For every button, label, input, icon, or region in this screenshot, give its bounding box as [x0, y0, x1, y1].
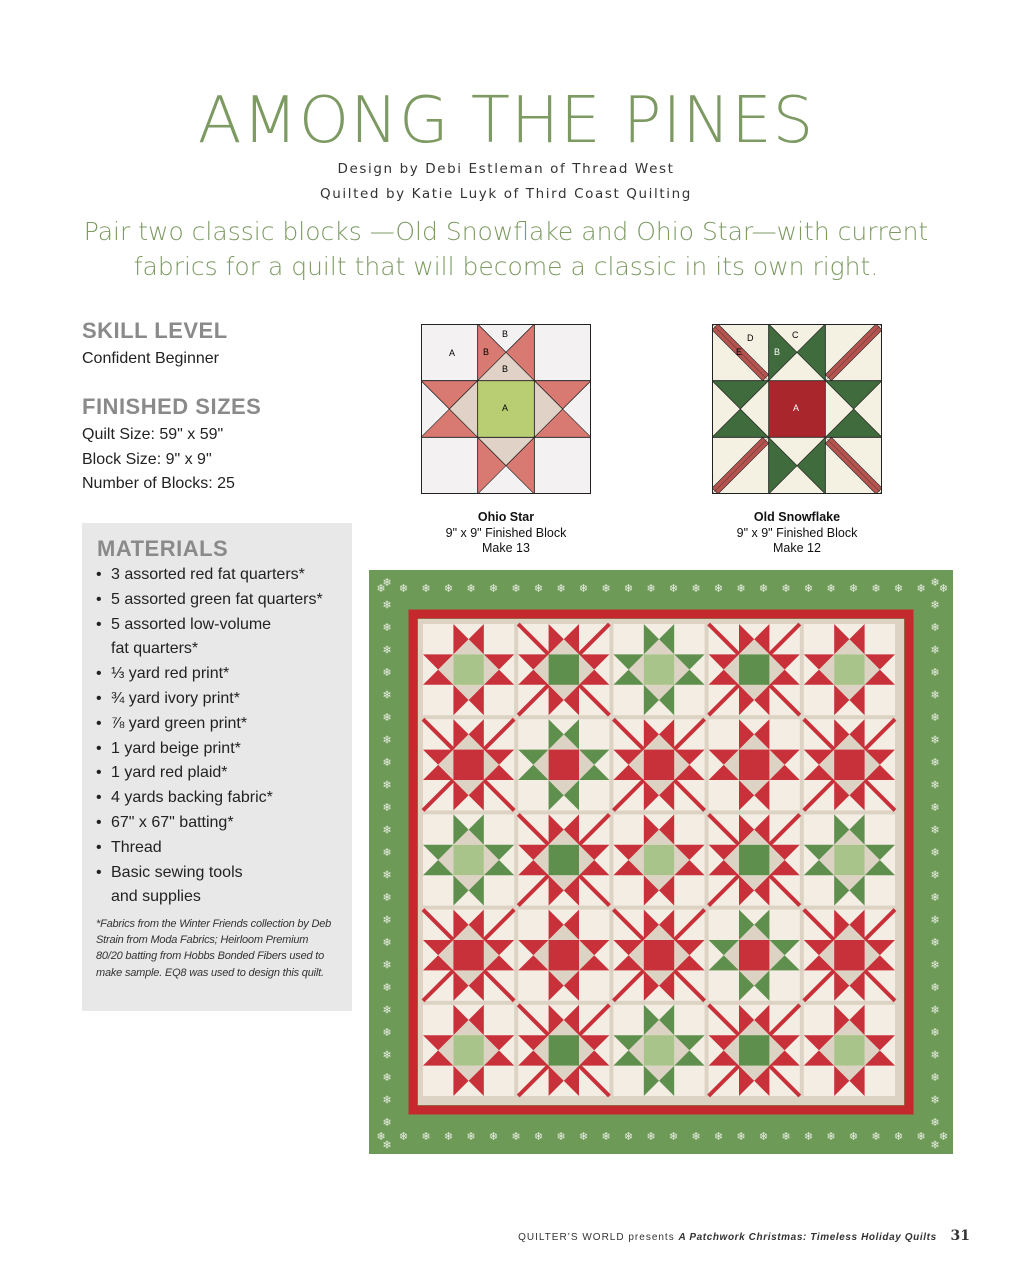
border-snowflake-icon: ❄	[578, 1130, 589, 1143]
border-snowflake-icon: ❄	[382, 801, 392, 814]
border-snowflake-icon: ❄	[713, 1130, 724, 1143]
border-snowflake-icon: ❄	[893, 1130, 904, 1143]
bullet-icon: •	[96, 789, 102, 807]
ohio-star-diagram	[421, 324, 591, 494]
border-snowflake-icon: ❄	[916, 582, 926, 595]
border-snowflake-icon: ❄	[646, 1130, 656, 1143]
border-snowflake-icon: ❄	[382, 1071, 392, 1084]
border-snowflake-icon: ❄	[421, 1130, 431, 1143]
border-snowflake-icon: ❄	[930, 576, 940, 589]
materials-item: • 1 yard red plaid*	[96, 761, 346, 786]
ohio-star-caption	[421, 510, 591, 557]
quilt-center-square	[549, 940, 579, 970]
border-snowflake-icon: ❄	[382, 868, 392, 882]
border-snowflake-icon: ❄	[488, 1130, 499, 1143]
bullet-icon: •	[96, 566, 102, 583]
border-snowflake-icon: ❄	[758, 582, 769, 595]
border-snowflake-icon: ❄	[826, 1130, 836, 1143]
bullet-icon: •	[96, 764, 102, 782]
border-snowflake-icon: ❄	[930, 891, 940, 904]
border-snowflake-icon: ❄	[668, 582, 679, 595]
ohio-label-b-top: B	[502, 329, 509, 339]
border-snowflake-icon: ❄	[421, 582, 431, 595]
quilt-ohio-star-block	[613, 814, 704, 905]
quilt-old-snowflake-block	[518, 814, 609, 905]
border-snowflake-icon: ❄	[488, 582, 499, 595]
border-snowflake-icon: ❄	[466, 582, 476, 595]
border-snowflake-icon: ❄	[930, 778, 940, 792]
border-snowflake-icon: ❄	[382, 913, 392, 927]
quilt-center-square	[453, 845, 483, 875]
border-snowflake-icon: ❄	[601, 1130, 611, 1143]
border-snowflake-icon: ❄	[736, 582, 746, 595]
border-snowflake-icon: ❄	[930, 1003, 940, 1017]
ohio-label-b-left: B	[483, 347, 490, 357]
materials-item: • Basic sewing tools and supplies	[96, 861, 346, 911]
border-snowflake-icon: ❄	[781, 582, 791, 595]
border-snowflake-icon: ❄	[930, 913, 940, 927]
border-snowflake-icon: ❄	[930, 1071, 940, 1084]
border-snowflake-icon: ❄	[781, 1130, 791, 1143]
materials-item: • 4 yards backing fabric*	[96, 786, 346, 811]
quilt-ohio-star-block	[613, 624, 704, 715]
skill-level-value: Confident Beginner	[82, 350, 219, 367]
border-snowflake-icon: ❄	[443, 582, 454, 595]
quilt-center-square	[834, 940, 864, 970]
quilting-credit: Quilted by Katie Luyk of Third Coast Quilting	[320, 186, 692, 202]
border-snowflake-icon: ❄	[556, 1130, 566, 1143]
ohio-star-name: Ohio Star	[477, 510, 535, 524]
materials-item: • ⅓ yard red print*	[96, 662, 346, 687]
bullet-icon: •	[96, 590, 102, 608]
border-snowflake-icon: ❄	[533, 1130, 544, 1143]
quilt-old-snowflake-block	[518, 1005, 609, 1096]
finished-sizes-heading: FINISHED SIZES	[82, 394, 262, 419]
quilt-ohio-star-block	[613, 1005, 704, 1096]
skill-level-heading: SKILL LEVEL	[82, 318, 228, 343]
page-footer	[518, 1228, 970, 1244]
border-snowflake-icon: ❄	[382, 598, 392, 612]
quilt-old-snowflake-block	[518, 624, 609, 715]
quilt-ohio-star-block	[804, 624, 895, 715]
border-snowflake-icon: ❄	[930, 936, 940, 949]
border-snowflake-icon: ❄	[668, 1130, 679, 1143]
deck-line-2: fabrics for a quilt that will become a classic in its own right.	[133, 252, 879, 281]
old-snowflake-size: 9" x 9" Finished Block	[736, 525, 858, 540]
quilt-center-square	[644, 654, 674, 684]
quilt-center-square	[644, 750, 674, 780]
quilt-center-square	[549, 654, 579, 684]
border-snowflake-icon: ❄	[382, 711, 392, 724]
quilt-old-snowflake-block	[804, 910, 895, 1001]
border-snowflake-icon: ❄	[646, 582, 656, 595]
ohio-star-make: Make 13	[482, 541, 530, 555]
deck-line-1: Pair two classic blocks —Old Snowflake and Ohio Star—with current	[83, 217, 929, 246]
border-snowflake-icon: ❄	[443, 1130, 454, 1143]
bullet-icon: •	[96, 838, 102, 856]
border-snowflake-icon: ❄	[533, 582, 544, 595]
border-snowflake-icon: ❄	[382, 891, 392, 904]
border-snowflake-icon: ❄	[376, 1130, 386, 1143]
border-snowflake-icon: ❄	[930, 981, 940, 994]
border-snowflake-icon: ❄	[930, 868, 940, 882]
border-snowflake-icon: ❄	[930, 598, 940, 612]
quilt-blocks	[423, 624, 895, 1096]
quilt-center-square	[834, 1035, 864, 1065]
block-size: Block Size: 9" x 9"	[82, 450, 212, 468]
quilt-old-snowflake-block	[709, 814, 800, 905]
materials-item: • 5 assorted green fat quarters*	[96, 588, 346, 613]
border-snowflake-icon: ❄	[382, 1048, 392, 1062]
border-snowflake-icon: ❄	[930, 756, 940, 769]
materials-item: • ⅞ yard green print*	[96, 712, 346, 737]
border-snowflake-icon: ❄	[382, 846, 392, 859]
ohio-label-a-center: A	[502, 403, 509, 413]
border-snowflake-icon: ❄	[382, 733, 392, 747]
border-snowflake-icon: ❄	[803, 1130, 814, 1143]
border-snowflake-icon: ❄	[930, 823, 940, 837]
border-snowflake-icon: ❄	[930, 733, 940, 747]
border-snowflake-icon: ❄	[930, 643, 940, 657]
bullet-icon: •	[96, 739, 102, 757]
border-snowflake-icon: ❄	[382, 936, 392, 949]
quilt-ohio-star-block	[518, 910, 609, 1001]
ohio-star-size: 9" x 9" Finished Block	[445, 525, 567, 540]
border-snowflake-icon: ❄	[938, 1130, 949, 1143]
quilt-old-snowflake-block	[709, 624, 800, 715]
border-snowflake-icon: ❄	[930, 1093, 940, 1107]
page-title: AMONG THE PINES	[197, 84, 815, 158]
quilt-old-snowflake-block	[709, 1005, 800, 1096]
quilt-center-square	[739, 940, 769, 970]
materials-item: • 3 assorted red fat quarters*	[96, 563, 346, 588]
quilt-ohio-star-block	[423, 1005, 514, 1096]
materials-heading: MATERIALS	[97, 536, 229, 561]
border-snowflake-icon: ❄	[623, 582, 634, 595]
border-snowflake-icon: ❄	[930, 666, 940, 679]
materials-box	[82, 523, 352, 1011]
footer-publisher: QUILTER’S WORLD	[518, 1232, 625, 1243]
quilt-ohio-star-block	[709, 910, 800, 1001]
quilt-center-square	[549, 750, 579, 780]
quilt-center-square	[739, 845, 769, 875]
ohio-label-a-corner: A	[449, 348, 456, 358]
border-snowflake-icon: ❄	[691, 582, 701, 595]
old-snowflake-diagram	[712, 324, 882, 494]
border-snowflake-icon: ❄	[938, 582, 949, 595]
materials-footnote: *Fabrics from the Winter Friends collection by Deb Strain from Moda Fabrics; Heirloom Premium 80/20 batting from Hobbs Bonded Fibers used to make sample. EQ8 was used to design this quilt.	[96, 918, 332, 979]
border-snowflake-icon: ❄	[930, 711, 940, 724]
border-snowflake-icon: ❄	[803, 582, 814, 595]
quilt-center-square	[834, 845, 864, 875]
border-snowflake-icon: ❄	[382, 621, 392, 634]
border-snowflake-icon: ❄	[623, 1130, 634, 1143]
border-snowflake-icon: ❄	[930, 1138, 940, 1152]
border-snowflake-icon: ❄	[871, 582, 881, 595]
border-snowflake-icon: ❄	[382, 958, 392, 972]
quilt-center-square	[453, 654, 483, 684]
number-of-blocks: Number of Blocks: 25	[82, 475, 235, 492]
footer-book-title: A Patchwork Christmas: Timeless Holiday Quilts	[678, 1232, 937, 1243]
deck-text	[60, 214, 952, 284]
border-snowflake-icon: ❄	[848, 1130, 859, 1143]
border-snowflake-icon: ❄	[930, 688, 940, 702]
border-snowflake-icon: ❄	[691, 1130, 701, 1143]
border-snowflake-icon: ❄	[382, 981, 392, 994]
border-snowflake-icon: ❄	[382, 688, 392, 702]
quilt-size: Quilt Size: 59" x 59"	[82, 426, 224, 443]
snowflake-label-e: E	[736, 347, 743, 357]
bullet-icon: •	[96, 714, 102, 732]
quilt-old-snowflake-block	[423, 910, 514, 1001]
border-snowflake-icon: ❄	[916, 1130, 926, 1143]
quilt-old-snowflake-block	[423, 719, 514, 810]
border-snowflake-icon: ❄	[713, 582, 724, 595]
quilt-old-snowflake-block	[804, 719, 895, 810]
quilt-center-square	[549, 845, 579, 875]
finished-sizes-list	[82, 423, 235, 497]
border-snowflake-icon: ❄	[511, 582, 521, 595]
materials-item: • ¾ yard ivory print*	[96, 687, 346, 712]
border-snowflake-icon: ❄	[382, 1003, 392, 1017]
border-snowflake-icon: ❄	[382, 643, 392, 657]
border-snowflake-icon: ❄	[578, 582, 589, 595]
bullet-icon: •	[96, 615, 102, 633]
border-snowflake-icon: ❄	[382, 756, 392, 769]
old-snowflake-make: Make 12	[773, 541, 821, 555]
quilt-center-square	[739, 1035, 769, 1065]
border-snowflake-icon: ❄	[930, 801, 940, 814]
ohio-label-b-bottom: B	[502, 364, 509, 374]
border-snowflake-icon: ❄	[893, 582, 904, 595]
materials-list	[96, 563, 346, 910]
border-snowflake-icon: ❄	[848, 582, 859, 595]
border-snowflake-icon: ❄	[382, 1138, 392, 1152]
quilt-old-snowflake-block	[613, 910, 704, 1001]
border-snowflake-icon: ❄	[826, 582, 836, 595]
quilt-center-square	[834, 750, 864, 780]
border-snowflake-icon: ❄	[398, 582, 409, 595]
border-snowflake-icon: ❄	[758, 1130, 769, 1143]
snowflake-label-c: C	[792, 330, 799, 340]
quilt-ohio-star-block	[518, 719, 609, 810]
quilt-ohio-star-block	[709, 719, 800, 810]
materials-item: • 5 assorted low-volume fat quarters*	[96, 613, 346, 663]
snowflake-label-b: B	[774, 347, 781, 357]
border-snowflake-icon: ❄	[382, 1093, 392, 1107]
old-snowflake-name: Old Snowflake	[753, 510, 841, 524]
bullet-icon: •	[96, 665, 102, 683]
quilt-ohio-star-block	[804, 1005, 895, 1096]
border-snowflake-icon: ❄	[930, 1026, 940, 1039]
old-snowflake-caption	[712, 510, 882, 557]
quilt-center-square	[453, 750, 483, 780]
quilt-ohio-star-block	[423, 624, 514, 715]
border-snowflake-icon: ❄	[601, 582, 611, 595]
bullet-icon: •	[96, 813, 102, 831]
border-snowflake-icon: ❄	[930, 621, 940, 634]
border-snowflake-icon: ❄	[382, 823, 392, 837]
border-snowflake-icon: ❄	[930, 1048, 940, 1062]
border-snowflake-icon: ❄	[930, 958, 940, 972]
border-snowflake-icon: ❄	[382, 1116, 392, 1129]
quilt-center-square	[739, 750, 769, 780]
border-snowflake-icon: ❄	[398, 1130, 409, 1143]
border-snowflake-icon: ❄	[511, 1130, 521, 1143]
border-snowflake-icon: ❄	[382, 778, 392, 792]
quilt-ohio-star-block	[423, 814, 514, 905]
page-number: 31	[950, 1228, 970, 1244]
bullet-icon: •	[96, 689, 102, 707]
quilt-ohio-star-block	[804, 814, 895, 905]
border-snowflake-icon: ❄	[736, 1130, 746, 1143]
snowflake-label-a: A	[793, 403, 800, 413]
border-snowflake-icon: ❄	[382, 1026, 392, 1039]
border-snowflake-icon: ❄	[382, 666, 392, 679]
quilt-center-square	[739, 654, 769, 684]
border-snowflake-icon: ❄	[930, 1116, 940, 1129]
border-snowflake-icon: ❄	[466, 1130, 476, 1143]
border-snowflake-icon: ❄	[871, 1130, 881, 1143]
quilt-center-square	[549, 1035, 579, 1065]
quilt-center-square	[644, 845, 674, 875]
quilt-photo	[369, 570, 953, 1154]
materials-item: • Thread	[96, 836, 346, 861]
quilt-center-square	[453, 940, 483, 970]
quilt-center-square	[644, 940, 674, 970]
border-snowflake-icon: ❄	[376, 582, 386, 595]
materials-item: • 1 yard beige print*	[96, 737, 346, 762]
design-credit: Design by Debi Estleman of Thread West	[337, 161, 675, 177]
snowflake-label-d: D	[747, 333, 754, 343]
quilt-center-square	[834, 654, 864, 684]
materials-item: • 67" x 67" batting*	[96, 811, 346, 836]
quilt-center-square	[453, 1035, 483, 1065]
border-snowflake-icon: ❄	[930, 846, 940, 859]
quilt-center-square	[644, 1035, 674, 1065]
border-snowflake-icon: ❄	[382, 576, 392, 589]
border-snowflake-icon: ❄	[556, 582, 566, 595]
bullet-icon: •	[96, 863, 102, 881]
quilt-old-snowflake-block	[613, 719, 704, 810]
footer-presents: presents	[628, 1232, 675, 1243]
